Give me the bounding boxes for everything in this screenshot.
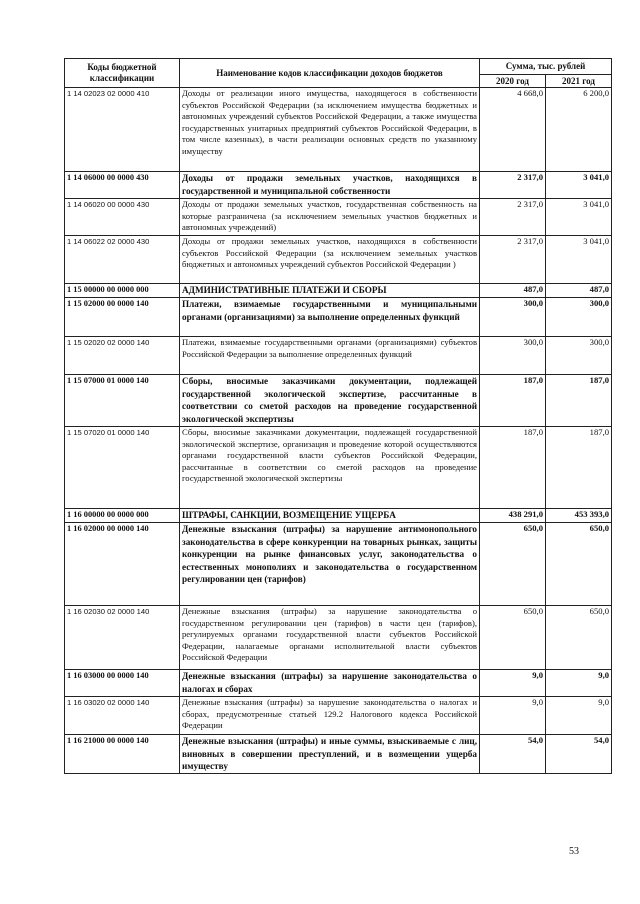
row-name: Денежные взыскания (штрафы) и иные суммы, взыскиваемые с лиц, виновных в совершении преступлений, и в возмещении ущерба имуществу [180,735,480,774]
row-code: 1 16 03020 02 0000 140 [65,697,180,735]
row-value-2021: 187,0 [546,375,612,427]
row-value-2020: 9,0 [480,670,546,697]
row-value-2021: 3 041,0 [546,236,612,284]
row-code: 1 14 06000 00 0000 430 [65,172,180,199]
row-value-2021: 650,0 [546,523,612,606]
row-name: АДМИНИСТРАТИВНЫЕ ПЛАТЕЖИ И СБОРЫ [180,284,480,298]
row-value-2020: 300,0 [480,337,546,375]
row-value-2021: 54,0 [546,735,612,774]
row-value-2021: 453 393,0 [546,509,612,523]
table-row [65,199,612,236]
row-value-2020: 9,0 [480,697,546,735]
table-row [65,284,612,298]
row-value-2021: 9,0 [546,670,612,697]
row-name: Доходы от продажи земельных участков, находящихся в государственной и муниципальной собственности [180,172,480,199]
table-row [65,88,612,172]
row-value-2020: 2 317,0 [480,199,546,236]
row-code: 1 16 03000 00 0000 140 [65,670,180,697]
row-value-2020: 4 668,0 [480,88,546,172]
row-code: 1 14 06022 02 0000 430 [65,236,180,284]
row-value-2020: 650,0 [480,523,546,606]
row-code: 1 15 00000 00 0000 000 [65,284,180,298]
budget-revenue-table [64,58,612,774]
table-row [65,606,612,670]
row-value-2021: 650,0 [546,606,612,670]
row-value-2021: 487,0 [546,284,612,298]
table-row [65,735,612,774]
table-row [65,172,612,199]
row-name: Доходы от продажи земельных участков, находящихся в собственности субъектов Российской Федерации (за исключением земельных участков бюджетных и автономных учреждений субъектов Российской Федерации ) [180,236,480,284]
table-row [65,427,612,509]
header-sum: Сумма, тыс. рублей [480,59,612,75]
row-value-2020: 187,0 [480,427,546,509]
row-value-2020: 54,0 [480,735,546,774]
row-name: Денежные взыскания (штрафы) за нарушение законодательства о налогах и сборах [180,670,480,697]
table-row [65,375,612,427]
row-value-2021: 3 041,0 [546,172,612,199]
row-code: 1 15 02000 00 0000 140 [65,298,180,337]
row-value-2020: 187,0 [480,375,546,427]
table-row [65,509,612,523]
row-name: ШТРАФЫ, САНКЦИИ, ВОЗМЕЩЕНИЕ УЩЕРБА [180,509,480,523]
row-value-2021: 300,0 [546,337,612,375]
table-row [65,337,612,375]
table-row [65,670,612,697]
header-year-2021: 2021 год [546,75,612,88]
row-code: 1 14 02023 02 0000 410 [65,88,180,172]
table-row [65,523,612,606]
table-row [65,298,612,337]
row-code: 1 15 02020 02 0000 140 [65,337,180,375]
row-code: 1 14 06020 00 0000 430 [65,199,180,236]
row-name: Денежные взыскания (штрафы) за нарушение законодательства о государственном регулировании цен (тарифов) в части цен (тарифов), регулируемых органами государственной власти субъектов Российской Федерации, налагаемые органами исполнительной власти субъектов Российской Федерации [180,606,480,670]
row-value-2021: 6 200,0 [546,88,612,172]
row-code: 1 16 00000 00 0000 000 [65,509,180,523]
page-number: 53 [569,846,579,857]
row-value-2021: 187,0 [546,427,612,509]
row-value-2021: 3 041,0 [546,199,612,236]
row-value-2020: 300,0 [480,298,546,337]
table-row [65,236,612,284]
row-name: Денежные взыскания (штрафы) за нарушение законодательства о налогах и сборах, предусмотренные статьей 129.2 Налогового кодекса Российской Федерации [180,697,480,735]
table-row [65,697,612,735]
row-name: Платежи, взимаемые государственными и муниципальными органами (организациями) за выполнение определенных функций [180,298,480,337]
row-value-2021: 300,0 [546,298,612,337]
row-value-2020: 650,0 [480,606,546,670]
row-value-2021: 9,0 [546,697,612,735]
row-name: Сборы, вносимые заказчиками документации, подлежащей государственной экологической экспертизе, рассчитанные в соответствии со сметой расходов на проведение государственной экологической экспертизы [180,375,480,427]
row-name: Платежи, взимаемые государственными органами (организациями) субъектов Российской Федерации за выполнение определенных функций [180,337,480,375]
row-code: 1 16 02000 00 0000 140 [65,523,180,606]
row-code: 1 16 21000 00 0000 140 [65,735,180,774]
row-value-2020: 2 317,0 [480,172,546,199]
row-value-2020: 438 291,0 [480,509,546,523]
row-name: Денежные взыскания (штрафы) за нарушение антимонопольного законодательства в сфере конкуренции на товарных рынках, защиты конкуренции на рынке финансовых услуг, законодательства о естественных монополиях и законодательства о государственном регулировании цен (тарифов) [180,523,480,606]
row-code: 1 15 07000 01 0000 140 [65,375,180,427]
row-name: Сборы, вносимые заказчиками документации, подлежащей государственной экологической экспертизе, организация и проведение которой осуществляются органами государственной власти субъектов Российской Федерации, рассчитанные в соответствии со сметой расходов на проведение государственной экологической экспертизы [180,427,480,509]
row-value-2020: 487,0 [480,284,546,298]
table-header-row [65,59,612,75]
header-name: Наименование кодов классификации доходов бюджетов [180,59,480,88]
row-value-2020: 2 317,0 [480,236,546,284]
header-codes: Коды бюджетной классификации [65,59,180,88]
row-code: 1 16 02030 02 0000 140 [65,606,180,670]
row-name: Доходы от продажи земельных участков, государственная собственность на которые разграничена (за исключением земельных участков бюджетных и автономных учреждений) [180,199,480,236]
header-year-2020: 2020 год [480,75,546,88]
row-name: Доходы от реализации иного имущества, находящегося в собственности субъектов Российской Федерации (за исключением имущества бюджетных и автономных учреждений субъектов Российской Федерации, а также имущества государственных унитарных предприятий субъектов Российской Федерации, в том числе казенных), в части реализации основных средств по указанному имуществу [180,88,480,172]
row-code: 1 15 07020 01 0000 140 [65,427,180,509]
